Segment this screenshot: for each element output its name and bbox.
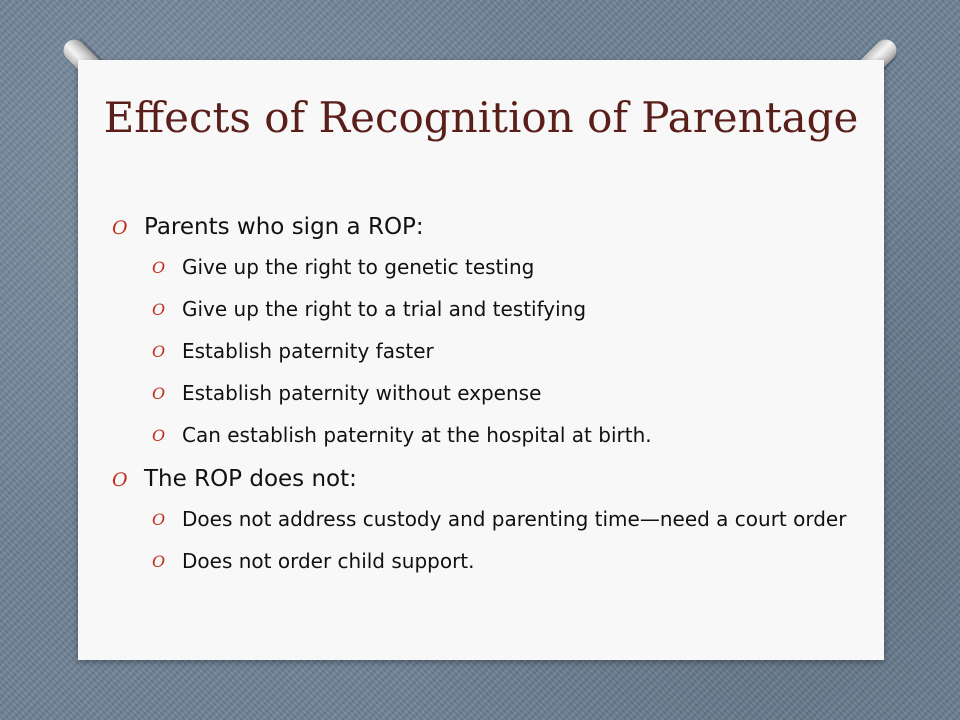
bullet-marker: O (152, 552, 166, 571)
bullet-text: Give up the right to genetic testing (182, 255, 535, 279)
bullet-text: Give up the right to a trial and testifying (182, 297, 587, 321)
bullet-text: Establish paternity faster (182, 339, 434, 363)
bullet-marker: O (152, 384, 166, 403)
bullet-item (152, 506, 852, 532)
bullet-text: Does not address custody and parenting time—need a court order (182, 507, 847, 531)
bullet-marker: O (152, 300, 166, 319)
slide-content (112, 212, 852, 590)
bullet-text: Can establish paternity at the hospital at birth. (182, 423, 652, 447)
bullet-marker: O (112, 217, 128, 239)
bullet-marker: O (152, 258, 166, 277)
bullet-item (152, 296, 852, 322)
bullet-heading-rop-does-not (112, 464, 852, 494)
bullet-marker: O (112, 469, 128, 491)
bullet-item (152, 548, 852, 574)
bullet-marker: O (152, 426, 166, 445)
bullet-item (152, 254, 852, 280)
bullet-item (152, 422, 852, 448)
bullet-item (152, 338, 852, 364)
slide-title: Effects of Recognition of Parentage (103, 93, 859, 142)
bullet-text: The ROP does not: (144, 466, 357, 492)
bullet-item (152, 380, 852, 406)
bullet-heading-parents (112, 212, 852, 242)
bullet-marker: O (152, 342, 166, 361)
bullet-text: Establish paternity without expense (182, 381, 542, 405)
bullet-marker: O (152, 510, 166, 529)
bullet-text: Does not order child support. (182, 549, 475, 573)
bullet-text: Parents who sign a ROP: (144, 214, 424, 240)
